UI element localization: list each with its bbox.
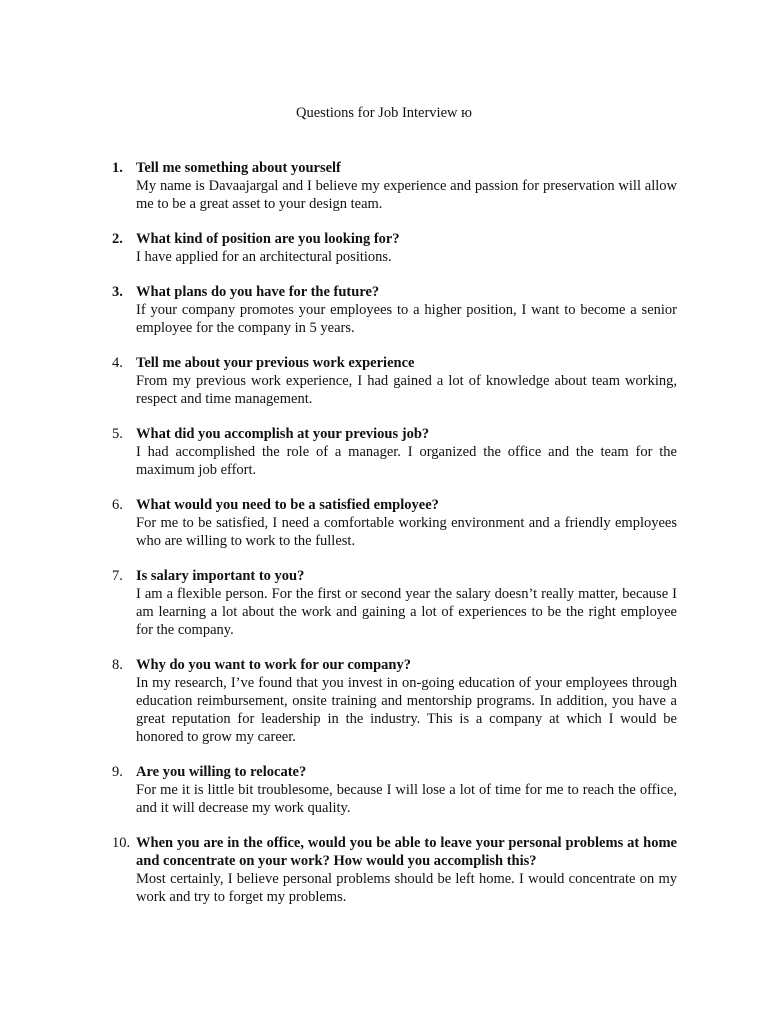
answer-text: If your company promotes your employees to a higher position, I want to become a senior employee for the company in 5 years. — [136, 302, 677, 336]
list-item — [0, 567, 768, 639]
list-item — [0, 656, 768, 746]
question-number: 9. — [112, 764, 123, 780]
question-text: Is salary important to you? — [136, 568, 305, 584]
list-item — [0, 230, 768, 266]
question-number: 10. — [112, 835, 131, 851]
question-text: Are you willing to relocate? — [136, 764, 307, 780]
answer-text: From my previous work experience, I had gained a lot of knowledge about team working, respect and time management. — [136, 373, 677, 407]
question-number: 6. — [112, 497, 123, 513]
question-text: Tell me something about yourself — [136, 160, 341, 176]
list-item — [0, 763, 768, 817]
document-title: Questions for Job Interview ю — [296, 105, 472, 121]
question-number: 4. — [112, 355, 123, 371]
answer-text: I am a flexible person. For the first or second year the salary doesn’t really matter, because I am learning a lot about the work and gaining a lot of experiences to be the right employee for the company. — [136, 586, 677, 638]
answer-text: For me to be satisfied, I need a comfortable working environment and a friendly employees who are willing to work to the fullest. — [136, 515, 677, 549]
list-item — [0, 834, 768, 906]
list-item — [0, 354, 768, 408]
question-text: Why do you want to work for our company? — [136, 657, 411, 673]
question-number: 2. — [112, 231, 123, 247]
list-item — [0, 283, 768, 337]
answer-text: For me it is little bit troublesome, because I will lose a lot of time for me to reach the office, and it will decrease my work quality. — [136, 782, 677, 816]
question-number: 8. — [112, 657, 123, 673]
question-text: What plans do you have for the future? — [136, 284, 380, 300]
question-number: 7. — [112, 568, 123, 584]
question-number: 5. — [112, 426, 123, 442]
question-list — [0, 159, 768, 923]
list-item — [0, 496, 768, 550]
answer-text: My name is Davaajargal and I believe my experience and passion for preservation will allow me to be a great asset to your design team. — [136, 178, 677, 212]
answer-text: I have applied for an architectural positions. — [136, 249, 392, 265]
question-text: Tell me about your previous work experience — [136, 355, 415, 371]
question-text: What would you need to be a satisfied employee? — [136, 497, 439, 513]
question-text: What kind of position are you looking for? — [136, 231, 400, 247]
answer-text: Most certainly, I believe personal problems should be left home. I would concentrate on my work and try to forget my problems. — [136, 871, 677, 905]
list-item — [0, 159, 768, 213]
question-text: What did you accomplish at your previous job? — [136, 426, 430, 442]
question-number: 1. — [112, 160, 123, 176]
list-item — [0, 425, 768, 479]
question-text: When you are in the office, would you be able to leave your personal problems at home and concentrate on your work? How would you accomplish this? — [136, 835, 677, 869]
answer-text: I had accomplished the role of a manager. I organized the office and the team for the maximum job effort. — [136, 444, 677, 478]
question-number: 3. — [112, 284, 123, 300]
answer-text: In my research, I’ve found that you invest in on-going education of your employees through education reimbursement, onsite training and mentorship programs. In addition, you have a great reputation for leadership in the industry. This is a company at which I would be honored to grow my career. — [136, 675, 677, 745]
